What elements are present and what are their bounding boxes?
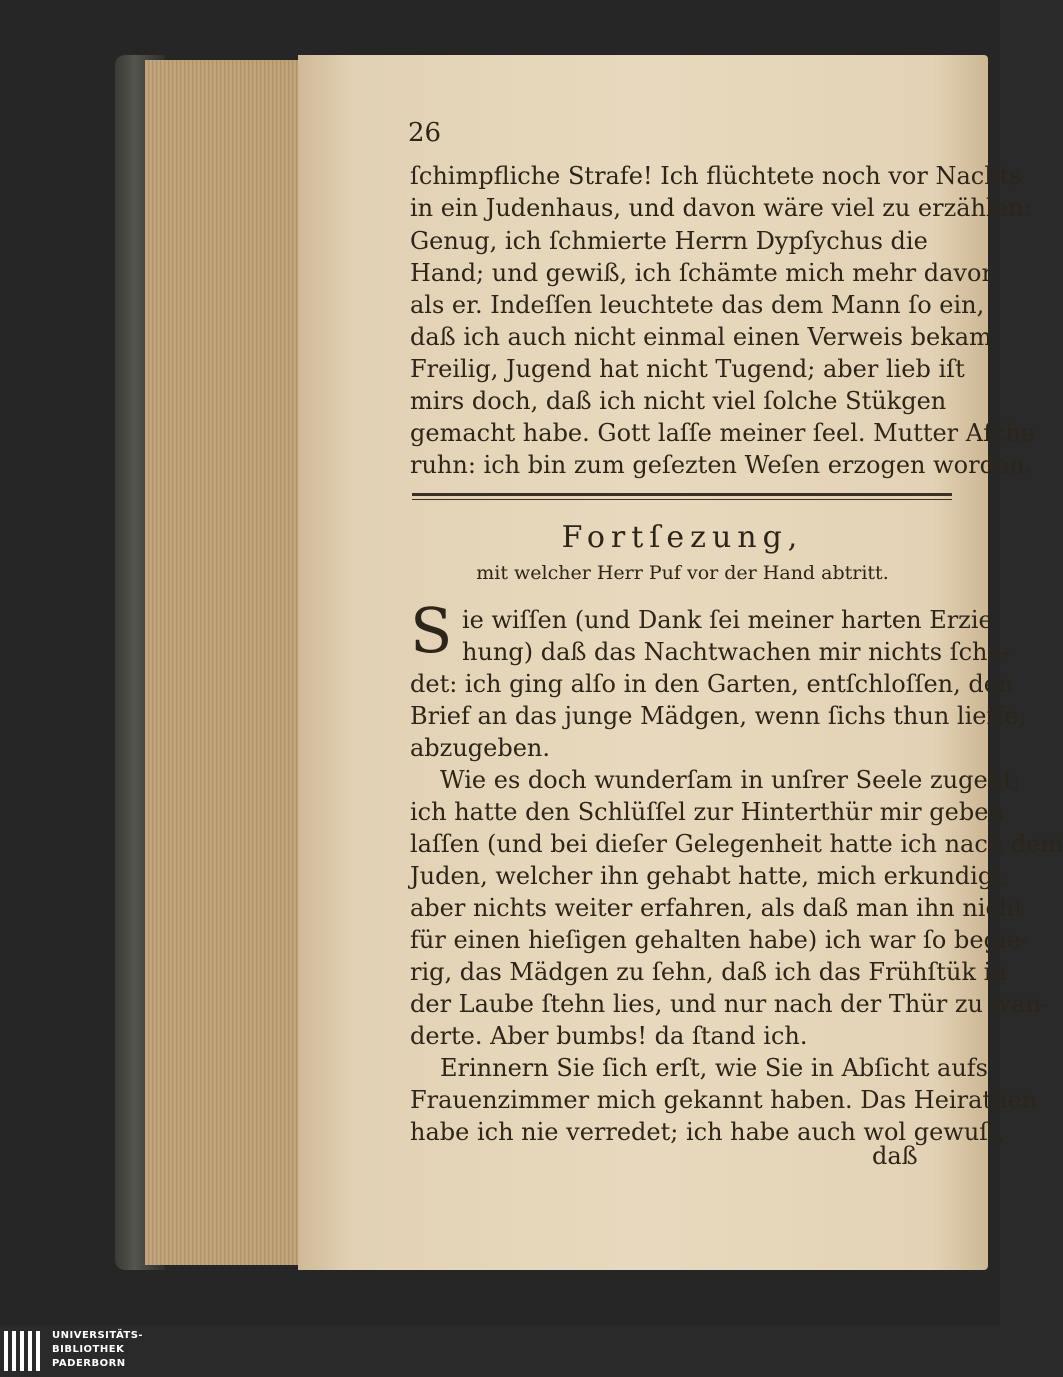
- section-rule-thick: [412, 493, 952, 496]
- text-line: habe ich nie verredet; ich habe auch wol gewuſt,: [410, 1118, 1006, 1146]
- drop-cap: S: [410, 594, 453, 667]
- text-line: derte. Aber bumbs! da ſtand ich.: [410, 1022, 808, 1050]
- text-line: Erinnern Sie ſich erſt, wie Sie in Abſicht aufs: [440, 1054, 988, 1082]
- text-line: mirs doch, daß ich nicht viel ſolche Stükgen: [410, 387, 947, 415]
- logo-text-line2: BIBLIOTHEK: [52, 1344, 125, 1355]
- section-rule-thin: [412, 499, 952, 500]
- text-line: daß ich auch nicht einmal einen Verweis bekam.: [410, 323, 1000, 351]
- text-line: gemacht habe. Gott laſſe meiner ſeel. Mutter Aſche: [410, 419, 1036, 447]
- text-line: ie wiſſen (und Dank ſei meiner harten Erzie-: [462, 606, 1001, 634]
- text-line: ruhn: ich bin zum geſezten Weſen erzogen worden.: [410, 451, 1033, 479]
- footer-bar: [0, 1325, 1000, 1377]
- text-line: aber nichts weiter erfahren, als daß man ihn nicht: [410, 894, 1024, 922]
- text-line: für einen hieſigen gehalten habe) ich war ſo begie-: [410, 926, 1029, 954]
- text-line: Wie es doch wunderſam in unſrer Seele zugeht;: [440, 766, 1021, 794]
- text-line: det: ich ging alſo in den Garten, entſchloſſen, den: [410, 670, 1014, 698]
- page-number: 26: [408, 118, 442, 148]
- library-logo-icon: [4, 1331, 44, 1371]
- section-heading: Fortſezung,: [561, 520, 804, 555]
- text-line: Hand; und gewiß, ich ſchämte mich mehr davor: [410, 259, 993, 287]
- text-line: Freilig, Jugend hat nicht Tugend; aber lieb iſt: [410, 355, 965, 383]
- text-line: ſchimpfliche Strafe! Ich flüchtete noch vor Nachts: [410, 162, 1022, 190]
- text-line: rig, das Mädgen zu ſehn, daß ich das Frühſtük in: [410, 958, 1007, 986]
- text-line: Genug, ich ſchmierte Herrn Dypſychus die: [410, 227, 928, 255]
- logo-text-line1: UNIVERSITÄTS-: [52, 1330, 144, 1341]
- catchword: daß: [872, 1142, 918, 1170]
- text-line: ich hatte den Schlüſſel zur Hinterthür mir geben: [410, 798, 1004, 826]
- text-line: Frauenzimmer mich gekannt haben. Das Heirathen: [410, 1086, 1038, 1114]
- text-line: als er. Indeſſen leuchtete das dem Mann ſo ein,: [410, 291, 985, 319]
- text-line: hung) daß das Nachtwachen mir nichts ſcha-: [462, 638, 1010, 666]
- text-line: abzugeben.: [410, 734, 550, 762]
- text-line: der Laube ſtehn lies, und nur nach der Thür zu wan-: [410, 990, 1050, 1018]
- logo-text-line3: PADERBORN: [52, 1358, 126, 1369]
- text-line: laſſen (und bei dieſer Gelegenheit hatte ich nach dem: [410, 830, 1063, 858]
- text-line: Juden, welcher ihn gehabt hatte, mich erkundigt,: [410, 862, 1011, 890]
- text-line: in ein Judenhaus, und davon wäre viel zu erzählen:: [410, 194, 1032, 222]
- text-line: Brief an das junge Mädgen, wenn ſichs thun lieſſe,: [410, 702, 1027, 730]
- page-edges: [145, 60, 305, 1265]
- section-subheading: mit welcher Herr Puf vor der Hand abtritt.: [476, 562, 889, 584]
